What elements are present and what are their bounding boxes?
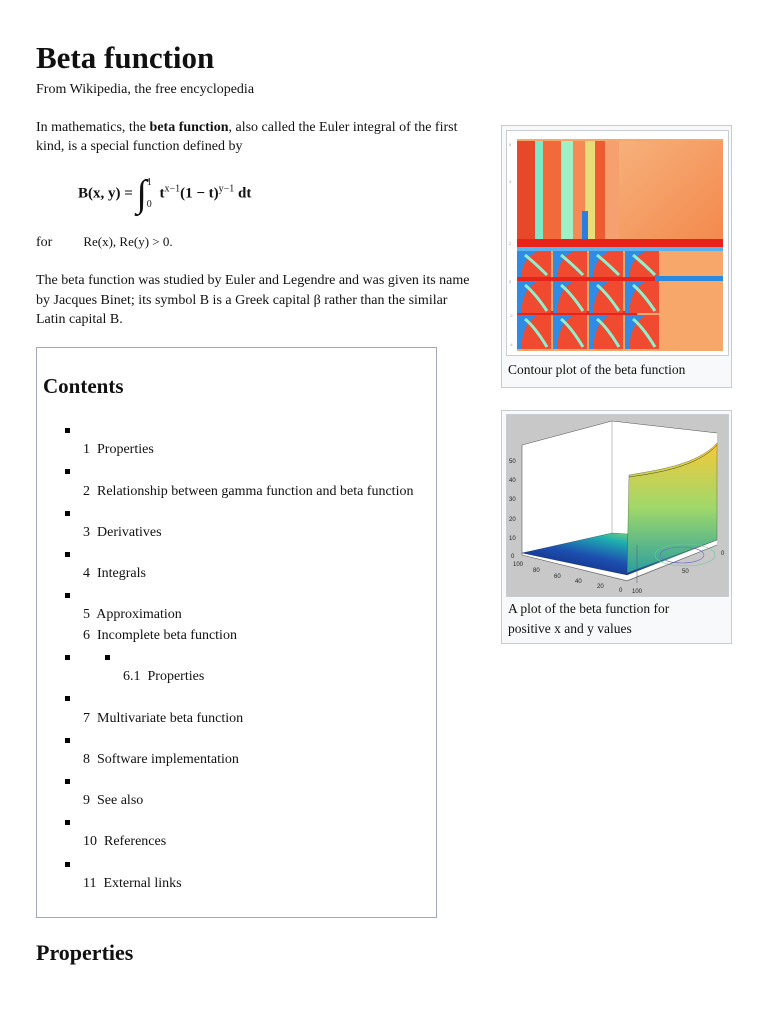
- toc-item-approximation[interactable]: 5 Approximation: [83, 607, 182, 622]
- z-tick: 40: [509, 478, 516, 484]
- contour-plot-image[interactable]: [506, 130, 729, 356]
- contour-caption: Contour plot of the beta function: [508, 362, 686, 377]
- y-tick: 0: [721, 551, 725, 557]
- svg-text:-4: -4: [509, 342, 513, 347]
- x-tick: 100: [513, 562, 524, 568]
- beta-formula: [78, 172, 251, 216]
- z-tick: 20: [509, 517, 516, 523]
- toc-item-references[interactable]: 10 References: [83, 834, 167, 849]
- toc-item-software[interactable]: 8 Software implementation: [83, 752, 239, 767]
- table-of-contents: [36, 347, 437, 918]
- z-tick: 0: [511, 554, 515, 560]
- intro-bold-term: beta function: [149, 120, 229, 135]
- surface-caption-line1: A plot of the beta function for: [508, 601, 670, 616]
- surface-plot-graphic: [507, 415, 728, 596]
- z-tick: 30: [509, 497, 516, 503]
- formula-lhs: B(x, y) =: [78, 185, 137, 202]
- surface-figure: [501, 410, 732, 644]
- toc-item-external-links[interactable]: 11 External links: [83, 876, 182, 891]
- list-bullet: [65, 820, 70, 825]
- integral-sign: ∫: [136, 173, 147, 215]
- surface-plot-image[interactable]: [506, 414, 729, 597]
- toc-item-see-also[interactable]: 9 See also: [83, 793, 144, 808]
- toc-title: Contents: [43, 374, 124, 398]
- surface-caption-line2: positive x and y values: [508, 621, 632, 636]
- list-bullet: [65, 655, 70, 660]
- svg-text:2: 2: [509, 241, 512, 246]
- list-bullet: [65, 593, 70, 598]
- list-bullet: [65, 511, 70, 516]
- exponent-y: y−1: [218, 183, 235, 195]
- svg-text:5: 5: [509, 142, 512, 147]
- toc-item-incomplete-properties[interactable]: 6.1 Properties: [123, 669, 205, 684]
- x-tick: 40: [575, 579, 582, 585]
- domain-condition: [36, 234, 173, 251]
- list-bullet: [65, 738, 70, 743]
- toc-item-multivariate[interactable]: 7 Multivariate beta function: [83, 711, 244, 726]
- page-title: Beta function: [36, 40, 215, 75]
- integral-upper-limit: 1: [146, 177, 152, 188]
- list-bullet: [65, 696, 70, 701]
- z-tick: 10: [509, 536, 516, 542]
- svg-text:-2: -2: [509, 313, 513, 318]
- list-bullet: [65, 469, 70, 474]
- history-paragraph: The beta function was studied by Euler and Legendre and was given its name by Jacques Binet; its symbol Β is a Greek capital β rather than the similar Latin capital B.: [36, 273, 470, 327]
- toc-item-properties[interactable]: 1 Properties: [83, 442, 154, 457]
- contour-figure: [501, 125, 732, 388]
- section-heading-properties: Properties: [36, 940, 134, 965]
- condition-for: for: [36, 235, 53, 250]
- toc-item-derivatives[interactable]: 3 Derivatives: [83, 525, 162, 540]
- surface-caption: [508, 599, 669, 639]
- integrand-middle: (1 − t): [180, 185, 219, 202]
- list-bullet: [65, 779, 70, 784]
- page-tagline: From Wikipedia, the free encyclopedia: [36, 82, 255, 97]
- list-bullet: [65, 552, 70, 557]
- svg-text:4: 4: [509, 179, 512, 184]
- integral-lower-limit: 0: [146, 199, 152, 210]
- toc-item-gamma-relationship[interactable]: 2 Relationship between gamma function and beta function: [83, 484, 414, 499]
- x-tick: 0: [619, 588, 623, 594]
- intro-text: In mathematics, the: [36, 120, 150, 135]
- y-tick: 50: [682, 569, 689, 575]
- contour-plot-graphic: [507, 131, 728, 355]
- intro-text-rest: , also called the Euler integral of the first kind, is a special function defined by: [36, 120, 458, 154]
- y-tick: 100: [632, 589, 643, 595]
- integrand-t: t: [159, 185, 165, 202]
- intro-paragraph: [36, 118, 476, 156]
- x-tick: 80: [533, 568, 540, 574]
- list-bullet: [65, 428, 70, 433]
- x-tick: 60: [554, 574, 561, 580]
- z-tick: 50: [509, 459, 516, 465]
- condition-expression: Re(x), Re(y) > 0.: [83, 234, 173, 249]
- list-bullet: [65, 862, 70, 867]
- integrand-dt: dt: [234, 185, 252, 202]
- exponent-x: x−1: [164, 183, 181, 195]
- toc-item-incomplete-beta[interactable]: 6 Incomplete beta function: [83, 628, 237, 643]
- list-bullet: [105, 655, 110, 660]
- toc-item-integrals[interactable]: 4 Integrals: [83, 566, 146, 581]
- x-tick: 20: [597, 584, 604, 590]
- svg-text:0: 0: [509, 279, 512, 284]
